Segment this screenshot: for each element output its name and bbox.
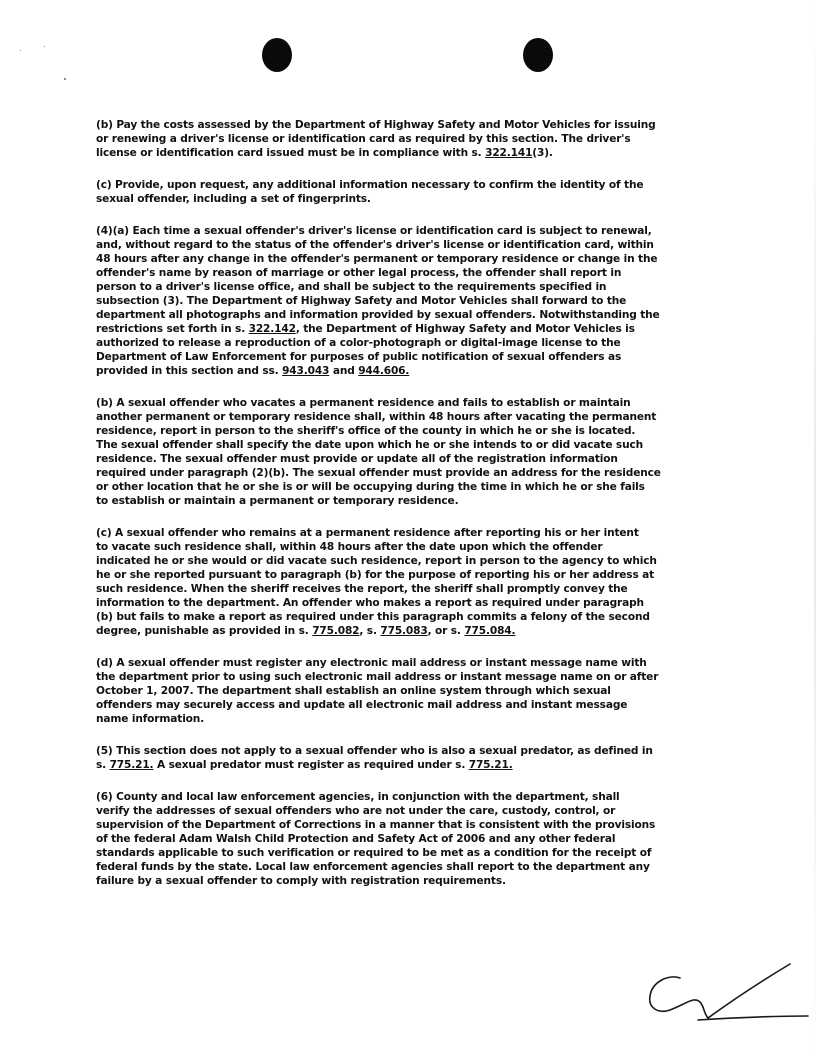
text-line: to establish or maintain a permanent or temporary residence.: [96, 495, 459, 507]
text-line: standards applicable to such verification or required to be met as a condition for the receipt of: [96, 847, 652, 859]
text-line: (b) A sexual offender who vacates a permanent residence and fails to establish or maintain: [96, 397, 631, 409]
scan-speck: [20, 50, 21, 51]
paragraph-5-predator: [96, 744, 680, 772]
text-line: the department prior to using such electronic mail address or instant message name on or after: [96, 671, 659, 683]
text-line: [96, 146, 680, 160]
text-line: or other location that he or she is or will be occupying during the time in which he or she fails: [96, 481, 645, 493]
text-line: and, without regard to the status of the offender's driver's license or identification card, within: [96, 239, 654, 251]
text-line: department all photographs and information provided by sexual offenders. Notwithstanding the: [96, 309, 660, 321]
paragraph-c-information: [96, 178, 680, 206]
statute-reference-link[interactable]: 775.082: [312, 625, 360, 637]
text-line: [96, 364, 680, 378]
text-line: offenders may securely access and update all electronic mail address and instant message: [96, 699, 628, 711]
text-line: sexual offender, including a set of fingerprints.: [96, 193, 371, 205]
text-line: residence. The sexual offender must provide or update all of the registration information: [96, 453, 618, 465]
text-line: (6) County and local law enforcement agencies, in conjunction with the department, shall: [96, 791, 620, 803]
text-segment: , the Department of Highway Safety and Motor Vehicles is: [295, 323, 635, 335]
handwritten-initials-icon: [640, 962, 810, 1032]
statute-reference-link[interactable]: 322.142: [248, 323, 296, 335]
statute-reference-link[interactable]: 322.141: [485, 147, 533, 159]
text-line: (b) Pay the costs assessed by the Department of Highway Safety and Motor Vehicles for issuing: [96, 119, 656, 131]
text-line: (5) This section does not apply to a sexual offender who is also a sexual predator, as defined in: [96, 745, 653, 757]
text-line: (4)(a) Each time a sexual offender's driver's license or identification card is subject to renewal,: [96, 225, 652, 237]
text-line: supervision of the Department of Corrections in a manner that is consistent with the provisions: [96, 819, 656, 831]
text-line: [96, 758, 680, 772]
text-segment: A sexual predator must register as required under s.: [153, 759, 469, 771]
paragraph-4b-vacates: [96, 396, 680, 508]
text-line: he or she reported pursuant to paragraph (b) for the purpose of reporting his or her address at: [96, 569, 655, 581]
text-line: (c) A sexual offender who remains at a permanent residence after reporting his or her intent: [96, 527, 639, 539]
text-line: offender's name by reason of marriage or other legal process, the offender shall report in: [96, 267, 622, 279]
text-line: residence, report in person to the sheriff's office of the county in which he or she is located.: [96, 425, 636, 437]
statute-text: [96, 118, 680, 906]
text-segment: degree, punishable as provided in s.: [96, 625, 313, 637]
text-line: verify the addresses of sexual offenders who are not under the care, custody, control, or: [96, 805, 616, 817]
text-line: authorized to release a reproduction of a color-photograph or digital-image license to the: [96, 337, 621, 349]
text-line: person to a driver's license office, and shall be subject to the requirements specified in: [96, 281, 607, 293]
statute-reference-link[interactable]: 943.043: [282, 365, 330, 377]
text-segment: and: [329, 365, 359, 377]
paragraph-4d-electronic: [96, 656, 680, 726]
text-segment: restrictions set forth in s.: [96, 323, 249, 335]
paragraph-6-agencies: [96, 790, 680, 888]
text-line: (b) but fails to make a report as required under this paragraph commits a felony of the second: [96, 611, 650, 623]
text-line: subsection (3). The Department of Highway Safety and Motor Vehicles shall forward to the: [96, 295, 627, 307]
text-line: name information.: [96, 713, 205, 725]
statute-reference-link[interactable]: 775.084.: [464, 625, 516, 637]
text-line: [96, 322, 680, 336]
text-segment: s.: [96, 759, 110, 771]
paragraph-4c-remains: [96, 526, 680, 638]
statute-reference-link[interactable]: 944.606.: [358, 365, 410, 377]
text-line: [96, 624, 680, 638]
text-line: to vacate such residence shall, within 48 hours after the date upon which the offender: [96, 541, 603, 553]
text-line: Department of Law Enforcement for purposes of public notification of sexual offenders as: [96, 351, 622, 363]
paragraph-b-costs: [96, 118, 680, 160]
text-segment: , or s.: [427, 625, 465, 637]
text-line: or renewing a driver's license or identification card as required by this section. The driver's: [96, 133, 631, 145]
scan-speck: [44, 46, 45, 47]
text-line: The sexual offender shall specify the date upon which he or she intends to or did vacate such: [96, 439, 643, 451]
text-segment: , s.: [359, 625, 381, 637]
paragraph-4a-renewal: [96, 224, 680, 378]
text-line: of the federal Adam Walsh Child Protection and Safety Act of 2006 and any other federal: [96, 833, 616, 845]
text-line: (d) A sexual offender must register any electronic mail address or instant message name with: [96, 657, 647, 669]
text-line: failure by a sexual offender to comply with registration requirements.: [96, 875, 506, 887]
statute-reference-link[interactable]: 775.21.: [468, 759, 513, 771]
text-segment: provided in this section and ss.: [96, 365, 283, 377]
text-line: required under paragraph (2)(b). The sexual offender must provide an address for the residence: [96, 467, 661, 479]
text-line: October 1, 2007. The department shall establish an online system through which sexual: [96, 685, 611, 697]
text-line: another permanent or temporary residence shall, within 48 hours after vacating the permanent: [96, 411, 657, 423]
text-line: federal funds by the state. Local law enforcement agencies shall report to the department any: [96, 861, 650, 873]
text-line: information to the department. An offender who makes a report as required under paragraph: [96, 597, 644, 609]
text-line: indicated he or she would or did vacate such residence, report in person to the agency to which: [96, 555, 657, 567]
text-line: such residence. When the sheriff receives the report, the sheriff shall promptly convey the: [96, 583, 628, 595]
statute-reference-link[interactable]: 775.083: [380, 625, 428, 637]
text-line: (c) Provide, upon request, any additional information necessary to confirm the identity of the: [96, 179, 644, 191]
statute-reference-link[interactable]: 775.21.: [109, 759, 154, 771]
punch-hole-right-icon: [523, 38, 553, 72]
scan-speck: [64, 78, 66, 80]
text-segment: license or identification card issued must be in compliance with s.: [96, 147, 486, 159]
punch-hole-left-icon: [262, 38, 292, 72]
text-segment: (3).: [532, 147, 553, 159]
text-line: 48 hours after any change in the offender's permanent or temporary residence or change in the: [96, 253, 658, 265]
